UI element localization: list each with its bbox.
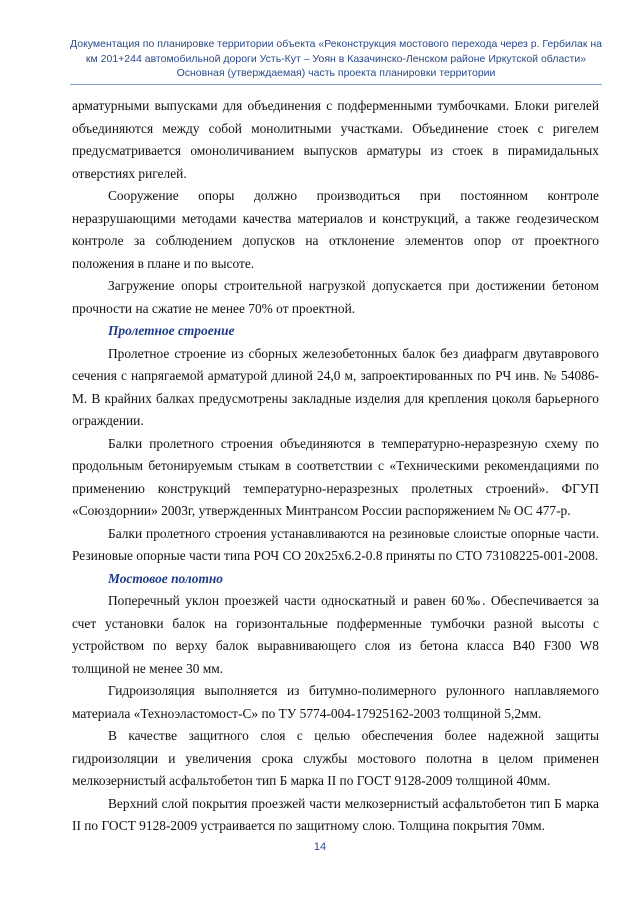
paragraph: Балки пролетного строения объединяются в температурно-неразрезную схему по продольным бетонируемым стыкам в соответствии с «Техническими рекомендациями по применению конструкций температурно-неразрезных пролетных строений». ФГУП «Союздорнии» 2003г, утвержденных Минтрансом России распоряжением № ОС 477-р. [72,435,599,518]
paragraph: Загружение опоры строительной нагрузкой допускается при достижении бетоном прочности на сжатие не менее 70% от проектной. [72,278,599,316]
header-line-1 [70,37,602,52]
header-line-1-text: Документация по планировке территории объекта «Реконструкция мостового перехода через р. Гербилак [70,38,588,50]
section-heading-bridge-deck: Мостовое полотно [108,570,224,586]
paragraph: Пролетное строение из сборных железобетонных балок без диафрагм двутаврового сечения с напрягаемой арматурой длиной 24,0 м, запроектированных по РЧ инв. № 54086-М. В крайних балках предусмотрены закладные изделия для крепления цоколя барьерного ограждении. [72,345,599,428]
page-number: 14 [313,841,327,853]
header-line-2: км 201+244 автомобильной дороги Усть-Кут – Уоян в Казачинско-Ленском районе Иркутской области» [85,52,587,65]
document-body [72,95,599,838]
page-header [70,37,602,81]
paragraph: Гидроизоляция выполняется из битумно-полимерного рулонного наплавляемого материала «Техноэластомост-С» по ТУ 5774-004-17925162-2003 толщиной 5,2мм. [72,683,599,721]
section-heading-span-structure: Пролетное строение [108,323,235,338]
header-line-1-tail: на [590,38,602,50]
header-divider [70,84,602,85]
header-line-3: Основная (утверждаемая) часть проекта планировки территории [176,67,496,79]
paragraph: арматурными выпусками для объединения с подферменными тумбочками. Блоки ригелей объединяются между собой монолитными участками. Объединение стоек с ригелем предусматривается омоноличиванием выпусков арматуры из стоек в пирамидальных отверстиях ригелей. [72,98,599,181]
paragraph: Сооружение опоры должно производиться при постоянном контроле неразрушающими методами качества материалов и конструкций, а также геодезическом контроле за соблюдением допусков на отклонение элементов опор от проектного положения в плане и по высоте. [72,188,599,271]
paragraph: Балки пролетного строения устанавливаются на резиновые слоистые опорные части. Резиновые опорные части типа РОЧ СО 20х25х6.2-0.8 приняты по СТО 73108225-001-2008. [72,525,599,563]
paragraph: В качестве защитного слоя с целью обеспечения более надежной защиты гидроизоляции и увеличения срока службы мостового полотна в целом применен мелкозернистый асфальтобетон тип Б марка II по ГОСТ 9128-2009 толщиной 40мм. [72,728,599,788]
paragraph: Поперечный уклон проезжей части односкатный и равен 60‰. Обеспечивается за счет установки балок на горизонтальные подферменные тумбочки разной высоты с устройством по верху балок выравнивающего слоя из бетона класса В40 F300 W8 толщиной не менее 30 мм. [72,593,599,676]
paragraph: Верхний слой покрытия проезжей части мелкозернистый асфальтобетон тип Б марка II по ГОСТ 9128-2009 устраивается по защитному слою. Толщина покрытия 70мм. [72,795,599,833]
